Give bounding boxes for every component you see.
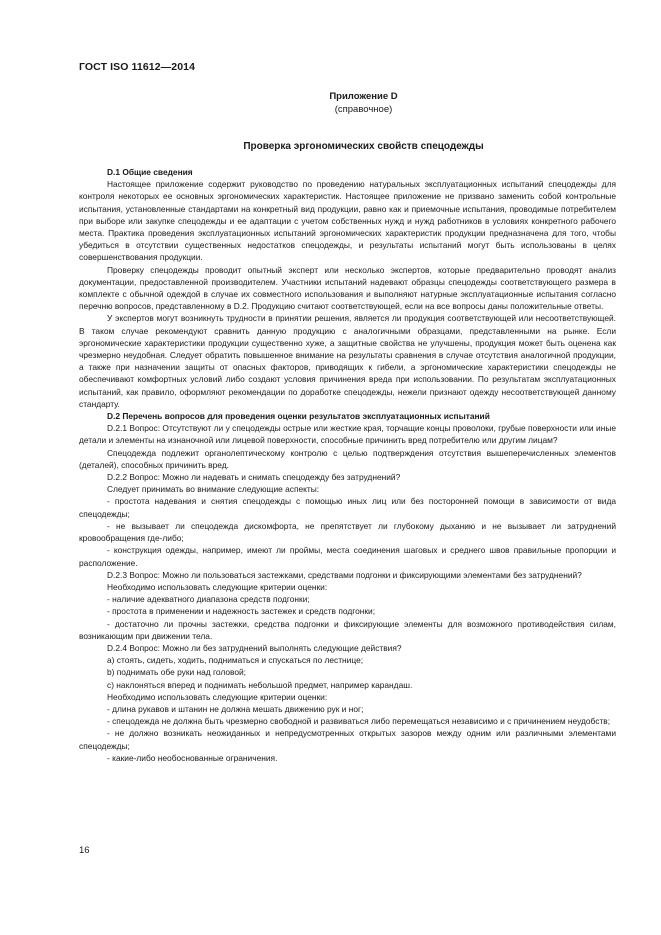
- appendix-title: Приложение D: [329, 91, 398, 102]
- subsection-heading: D.1 Общие сведения: [107, 167, 193, 177]
- paragraph: Следует принимать во внимание следующие аспекты:: [107, 484, 320, 495]
- paragraph: D.2.2 Вопрос: Можно ли надевать и снимать спецодежду без затруднений?: [107, 472, 401, 483]
- list-item: - простота надевания и снятия спецодежды с помощью иных лиц или без посторонней помощи в зависимости от вида спецодежды;: [79, 496, 616, 519]
- paragraph: D.2.4 Вопрос: Можно ли без затруднений выполнять следующие действия?: [107, 642, 402, 653]
- list-item: - конструкция одежды, например, имеют ли проймы, места соединения шаговых и среднего швов правильные пропорции и расположение.: [79, 545, 616, 568]
- list-item: - достаточно ли прочны застежки, средства подгонки и фиксирующие элементы для возможного противодействия силам, возникающим при движении тела.: [79, 618, 616, 641]
- paragraph: Спецодежда подлежит органолептическому контролю с целью подтверждения отсутствия вышеперечисленных элементов (деталей), способных причинить вред.: [79, 447, 616, 470]
- paragraph: Необходимо использовать следующие критерии оценки:: [107, 691, 328, 702]
- list-item: - не должно возникать неожиданных и непредусмотренных открытых зазоров между одним или различными элементами спецодежды;: [79, 728, 616, 751]
- paragraph: Настоящее приложение содержит руководство по проведению натуральных эксплуатационных испытаний спецодежды для контроля некоторых ее основных эргономических характеристик. Настоящее приложение не призвано заменить собой контрольные испытания, установленные стандартами на конкретный вид продукции, равно как и приемочные испытания, проводимые потребителем при выборе или закупке спецодежды и ее адаптации с учетом собственных нужд и нужд работников в условиях конкретного рабочего места. Практика проведения эксплуатационных испытаний эргономических характеристик продукции предназначена для того, чтобы убедиться в отсутствии существенных недостатков спецодежды, и результаты испытаний могут быть использованы в целях совершенствования продукции.: [79, 179, 616, 263]
- list-item: - какие-либо необоснованные ограничения.: [107, 752, 278, 763]
- page-number: 16: [79, 845, 90, 856]
- section-title: Проверка эргономических свойств спецодежды: [243, 141, 484, 152]
- paragraph: D.2.1 Вопрос: Отсутствуют ли у спецодежды острые или жесткие края, торчащие концы проволоки, грубые поверхности или иные детали и элементы на изнаночной или лицевой поверхности, способные причинить вред потребителю или другим лицам?: [79, 423, 616, 446]
- paragraph: У экспертов могут возникнуть трудности в принятии решения, является ли продукция соответствующей или несоответствующей. В таком случае рекомендуют сравнить данную продукцию с аналогичными образцами, представленными на рынке. Если эргономические характеристики продукции существенно хуже, а защитные свойства не улучшены, продукция может быть оценена как чрезмерно неудобная. Следует обратить повышенное внимание на результаты сравнения в случае отсутствия аналогичной продукции, а также при назначении защиты от опасных факторов, приводящих к гибели, а эргономические характеристики спецодежды не обеспечивают комфортных условий либо создают условия причинения вреда при использовании. По результатам эксплуатационных испытаний, как правило, оформляют рекомендации по доработке спецодежды, нежели признают одежду несоответствующей данному стандарту.: [79, 313, 616, 409]
- paragraph: Необходимо использовать следующие критерии оценки:: [107, 581, 328, 592]
- list-item: - не вызывает ли спецодежда дискомфорта, не препятствует ли глубокому дыханию и не вызывает ли затруднений кровообращения где-либо;: [79, 520, 616, 544]
- list-item: - простота в применении и надежность застежек и средств подгонки;: [107, 606, 376, 617]
- appendix-subtitle: (справочное): [334, 104, 393, 115]
- list-item: a) стоять, сидеть, ходить, подниматься и спускаться по лестнице;: [107, 655, 364, 666]
- list-item: b) поднимать обе руки над головой;: [107, 667, 246, 678]
- document-header: ГОСТ ISO 11612—2014: [79, 61, 196, 73]
- document-body: [79, 166, 616, 764]
- paragraph: D.2.3 Вопрос: Можно ли пользоваться застежками, средствами подгонки и фиксирующими элементами без затруднений?: [107, 569, 582, 580]
- subsection-heading: D.2 Перечень вопросов для проведения оценки результатов эксплуатационных испытаний: [107, 411, 490, 422]
- list-item: - спецодежда не должна быть чрезмерно свободной и развиваться либо перемещаться независимо и с причинением неудобств;: [107, 716, 611, 727]
- list-item: - длина рукавов и штанин не должна мешать движению рук и ног;: [107, 703, 364, 714]
- paragraph: Проверку спецодежды проводит опытный эксперт или несколько экспертов, которые предварительно проводят анализ документации, предоставленной производителем. Участники испытаний надевают образцы спецодежды соответствующего размера в комплекте с обычной одеждой в случае их совместного использования и выполняют натурные эксплуатационные испытания согласно перечню вопросов, представленному в D.2. Продукцию считают соответствующей, если на все вопросы даны положительные ответы.: [79, 264, 616, 312]
- list-item: - наличие адекватного диапазона средств подгонки;: [107, 594, 310, 605]
- list-item: c) наклоняться вперед и поднимать небольшой предмет, например карандаш.: [107, 679, 413, 690]
